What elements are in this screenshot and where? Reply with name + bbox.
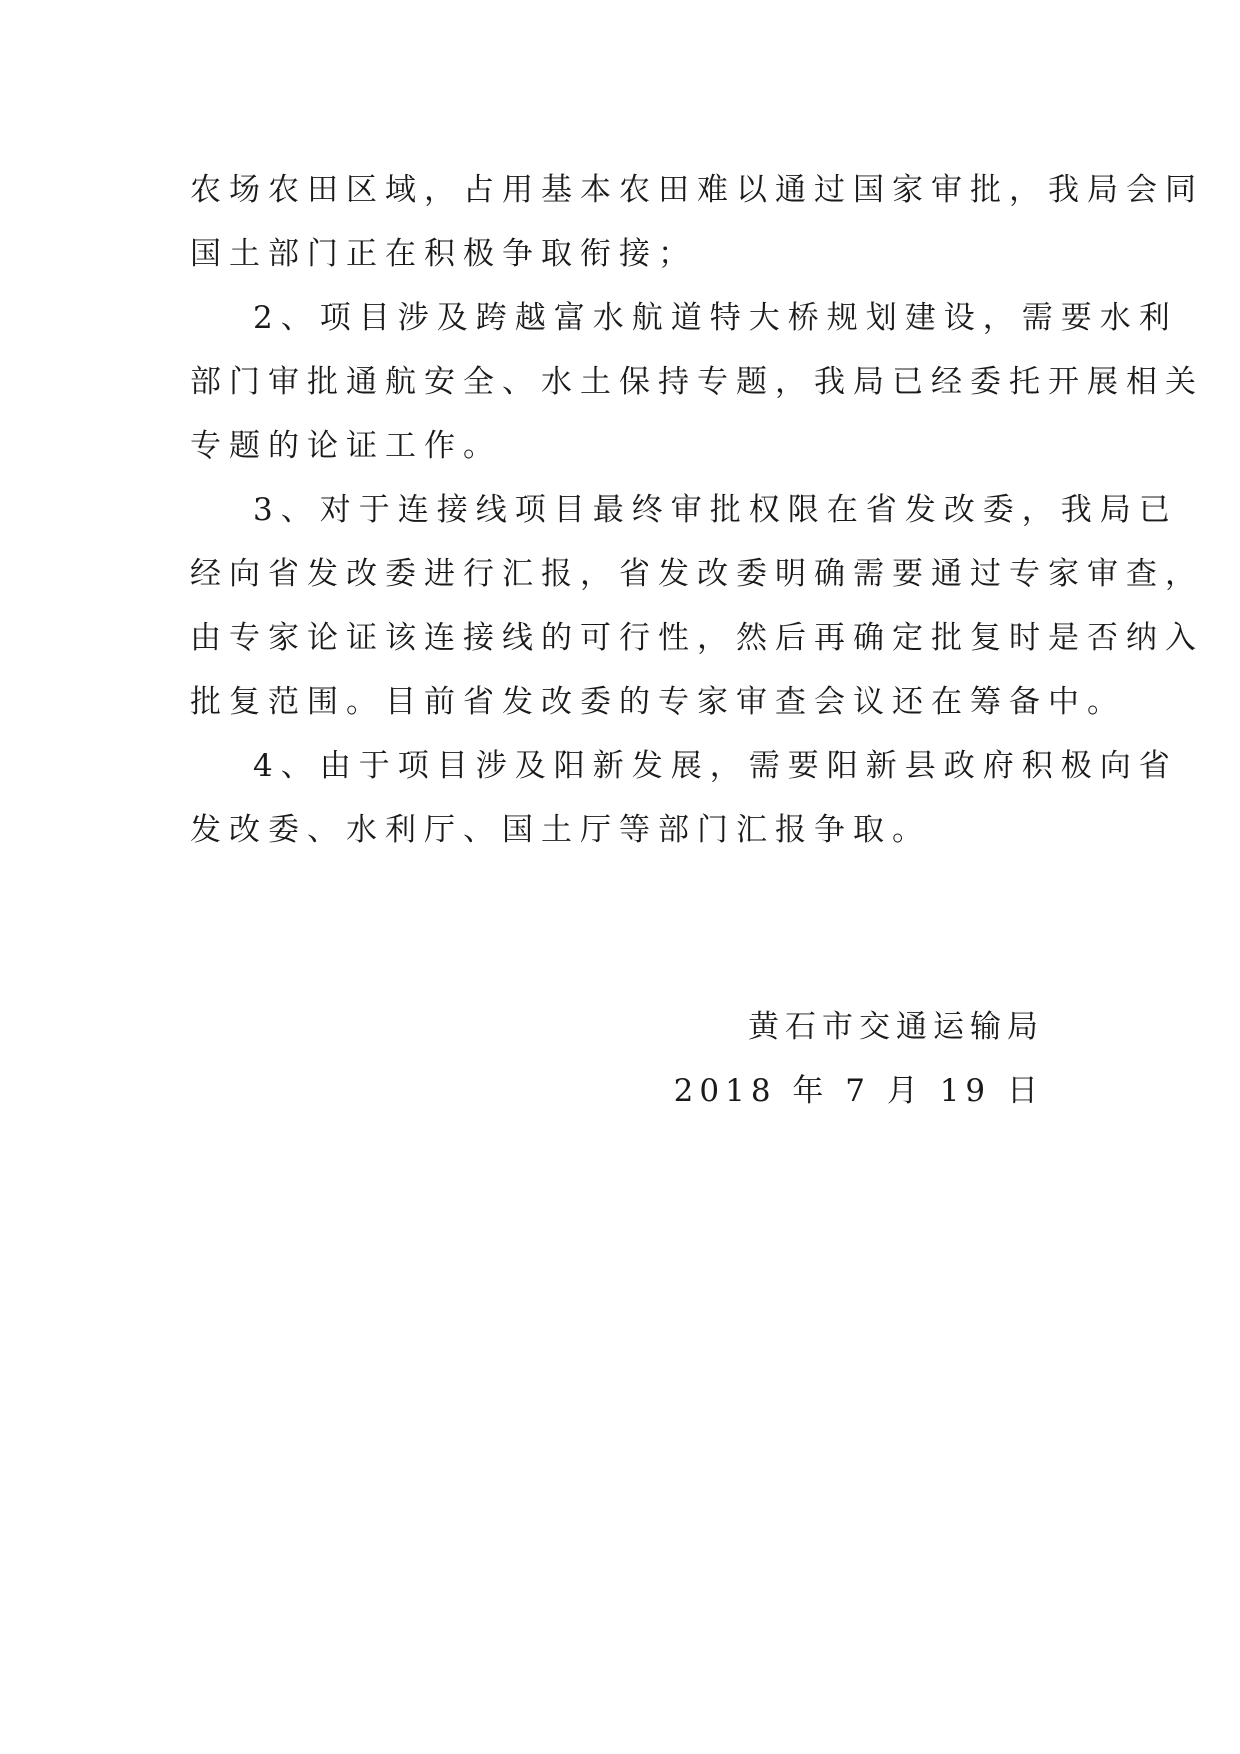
body-line: 国土部门正在积极争取衔接；	[190, 236, 697, 272]
signature-organization: 黄石市交通运输局	[748, 1009, 1044, 1045]
signature-block	[674, 995, 1044, 1123]
body-line: 农场农田区域，占用基本农田难以通过国家审批，我局会同	[190, 172, 1204, 208]
body-line: 专题的论证工作。	[190, 428, 502, 464]
body-line: 2、项目涉及跨越富水航道特大桥规划建设，需要水利	[253, 300, 1178, 336]
body-line: 部门审批通航安全、水土保持专题，我局已经委托开展相关	[190, 364, 1204, 400]
body-line: 4、由于项目涉及阳新发展，需要阳新县政府积极向省	[253, 748, 1178, 784]
signature-date: 2018 年 7 月 19 日	[673, 1073, 1044, 1109]
body-line: 经向省发改委进行汇报，省发改委明确需要通过专家审查，	[190, 556, 1204, 592]
body-line: 发改委、水利厅、国土厅等部门汇报争取。	[190, 812, 931, 848]
body-line: 由专家论证该连接线的可行性，然后再确定批复时是否纳入	[190, 620, 1204, 656]
body-line: 3、对于连接线项目最终审批权限在省发改委，我局已	[253, 492, 1178, 528]
body-line: 批复范围。目前省发改委的专家审查会议还在筹备中。	[190, 684, 1126, 720]
document-body	[190, 158, 1204, 862]
